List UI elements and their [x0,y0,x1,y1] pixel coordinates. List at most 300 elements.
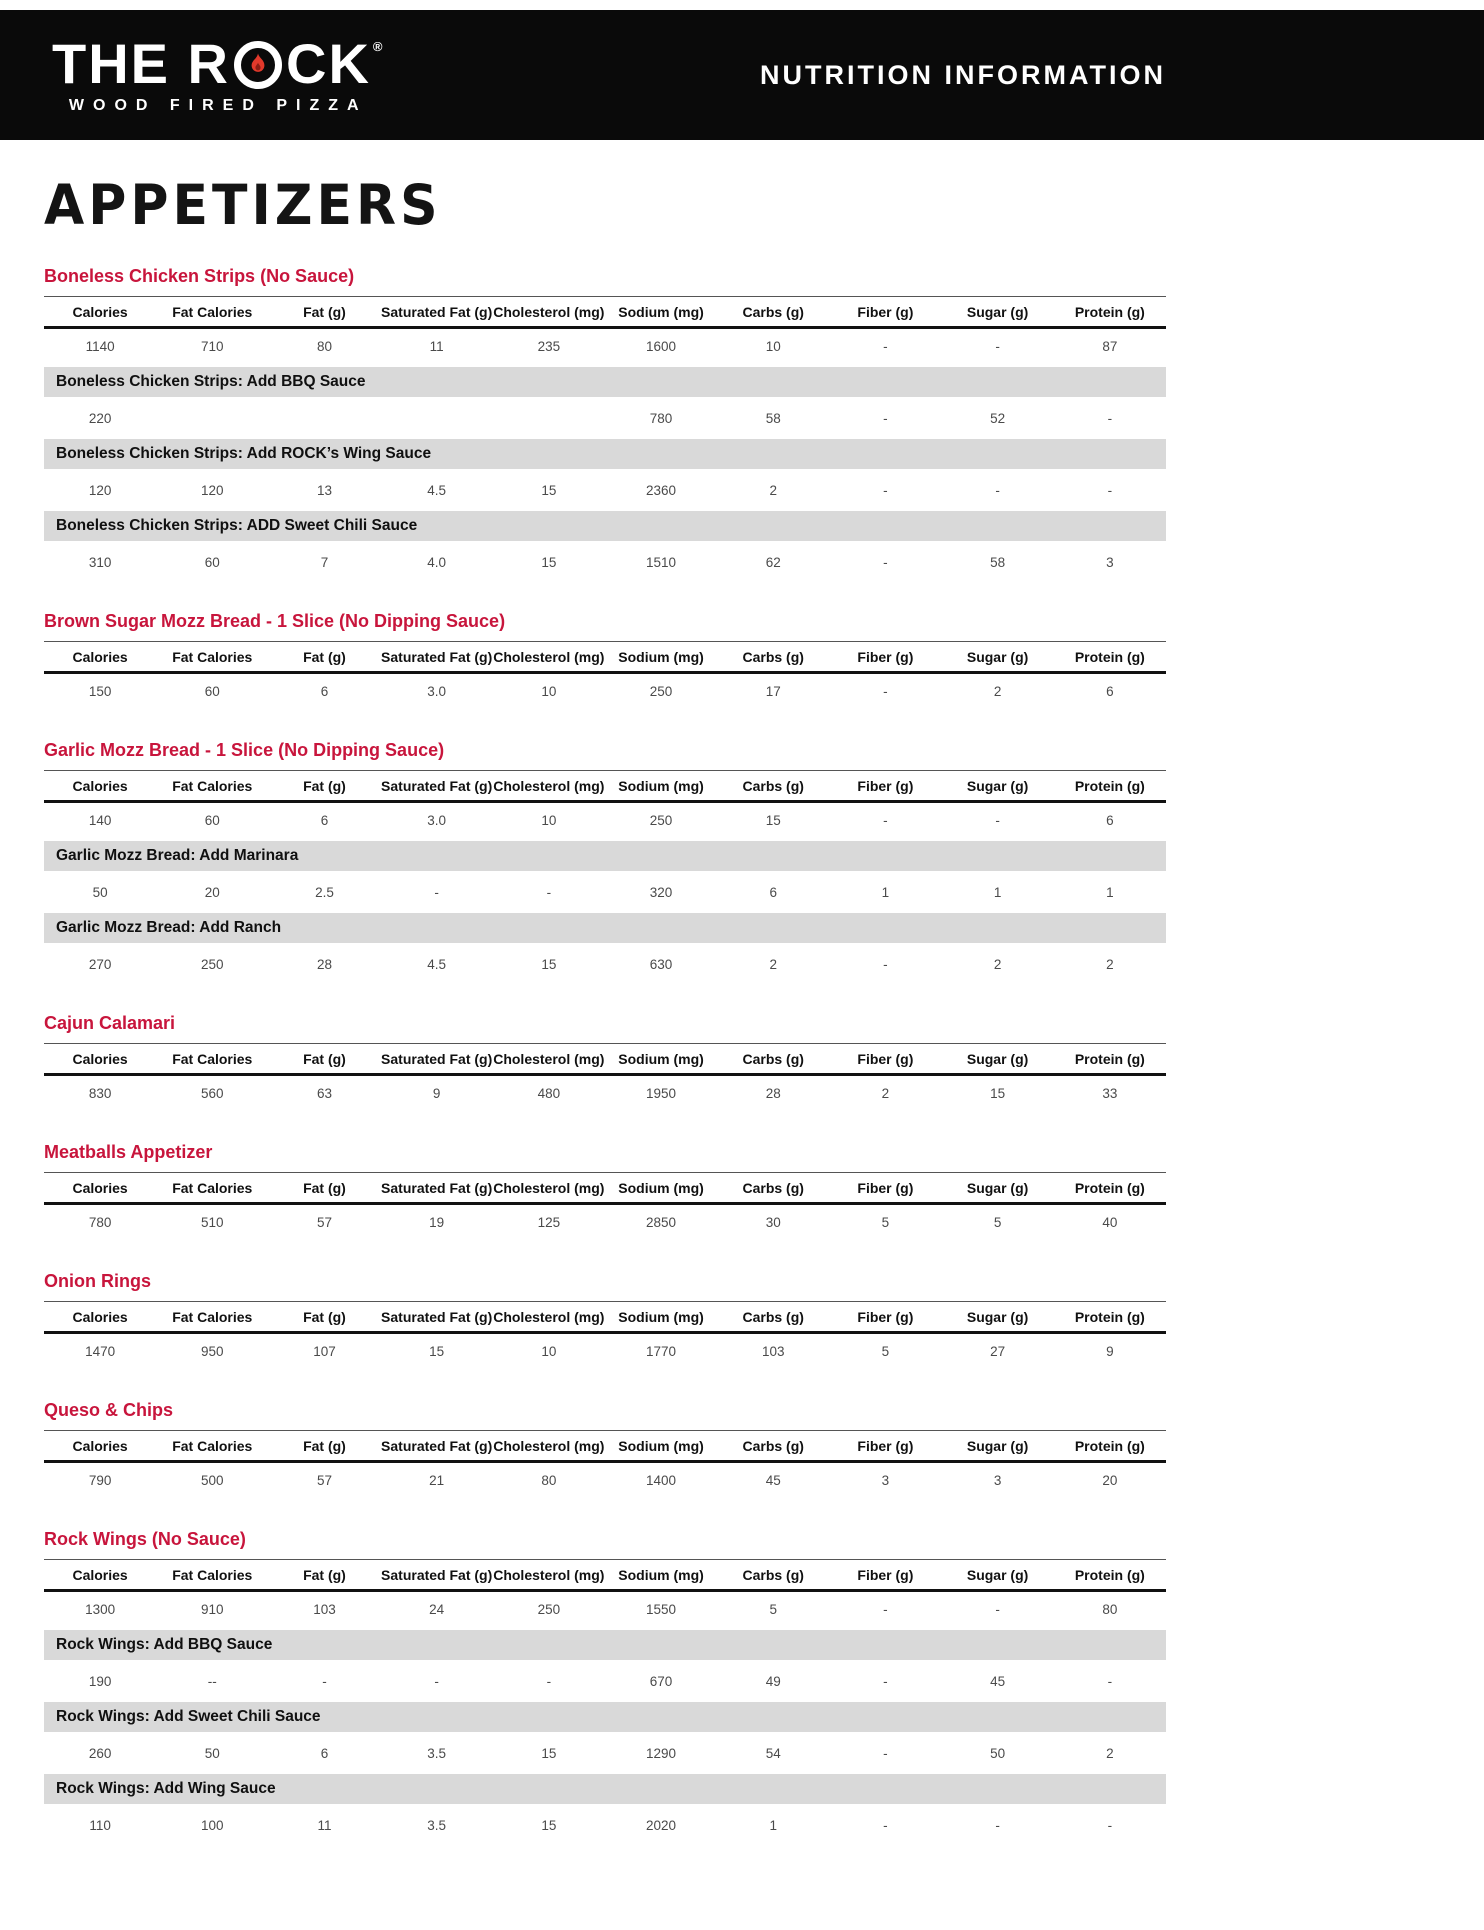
value-cell: 3.0 [427,684,447,699]
value-cell: 260 [88,1746,112,1761]
value-cell: 1510 [646,555,677,570]
column-header: Fat Calories [156,642,268,673]
column-header: Sugar (g) [942,1173,1054,1204]
value-cell: 15 [541,483,557,498]
value-cell: 3.0 [427,813,447,828]
value-cell: 1 [993,885,1002,900]
table-header-row [44,1302,1166,1333]
value-row [44,673,1166,709]
value-cell: 270 [88,957,112,972]
table-header-row [44,297,1166,328]
logo-text-prefix: THE R [52,31,230,95]
value-cell: - [995,339,1000,354]
value-cell: 250 [201,957,224,972]
column-header: Sugar (g) [942,1431,1054,1462]
value-cell: 780 [649,411,673,426]
value-cell: - [434,1674,439,1689]
value-cell: 630 [649,957,673,972]
value-cell: 103 [761,1344,785,1359]
subgroup-header: Rock Wings: Add Sweet Chili Sauce [44,1700,1166,1734]
column-header: Sugar (g) [942,771,1054,802]
column-header: Fat (g) [268,1173,380,1204]
value-cell: 19 [429,1215,445,1230]
value-cell: 6 [320,1746,329,1761]
nutrition-page [0,10,1484,1930]
column-header: Protein (g) [1054,1302,1166,1333]
nutrition-groups [44,266,1166,1842]
value-cell [268,399,380,437]
column-header: Saturated Fat (g) [381,771,493,802]
column-header: Sodium (mg) [605,642,717,673]
value-cell: 830 [88,1086,112,1101]
value-cell: - [1107,411,1113,426]
value-cell: 9 [432,1086,441,1101]
value-cell: 310 [88,555,112,570]
brand-logo-text [52,31,385,95]
column-header: Sodium (mg) [605,1302,717,1333]
value-cell: 58 [990,555,1006,570]
column-header: Saturated Fat (g) [381,1302,493,1333]
value-cell: 780 [88,1215,112,1230]
value-cell: 52 [990,411,1006,426]
value-cell: 1290 [646,1746,677,1761]
value-row [44,1734,1166,1772]
value-cell: 40 [1102,1215,1118,1230]
value-cell: 790 [88,1473,112,1488]
value-cell: - [883,813,888,828]
value-row [44,1075,1166,1111]
value-cell: 510 [201,1215,224,1230]
value-cell: 2 [993,957,1002,972]
value-cell: 560 [201,1086,224,1101]
value-cell: 10 [541,684,557,699]
value-cell: - [883,1602,888,1617]
value-cell: - [995,483,1000,498]
value-cell: 21 [429,1473,445,1488]
subgroup-row [44,1772,1166,1806]
value-cell: 4.5 [427,957,447,972]
value-cell: 3.5 [427,1746,447,1761]
value-cell: - [883,483,888,498]
subgroup-header: Garlic Mozz Bread: Add Marinara [44,839,1166,873]
value-cell: 120 [88,483,112,498]
group-title: Meatballs Appetizer [44,1142,213,1162]
value-cell: 62 [765,555,781,570]
value-cell: 6 [769,885,777,900]
column-header: Sugar (g) [942,297,1054,328]
value-row [44,945,1166,981]
column-header: Sodium (mg) [605,1044,717,1075]
value-cell: 125 [537,1215,561,1230]
subgroup-row [44,1628,1166,1662]
table-body [44,1333,1166,1369]
table-body [44,673,1166,709]
table-header-row [44,1431,1166,1462]
group-title: Queso & Chips [44,1400,174,1420]
value-cell: 15 [541,555,557,570]
value-cell: 11 [429,339,444,354]
value-cell: 235 [537,339,561,354]
nutrition-group [44,611,1166,708]
value-cell [381,399,493,437]
value-cell: 2850 [646,1215,677,1230]
table-header [44,1431,1166,1462]
value-cell: 1400 [646,1473,677,1488]
value-cell: 5 [881,1344,890,1359]
column-header: Fat (g) [268,1302,380,1333]
value-cell: 15 [541,1818,557,1833]
value-cell: 20 [1102,1473,1118,1488]
table-header-row [44,642,1166,673]
table-header [44,771,1166,802]
subgroup-row [44,839,1166,873]
value-cell: 10 [541,813,557,828]
value-cell: 27 [990,1344,1006,1359]
value-cell: 1140 [85,339,115,354]
column-header: Carbs (g) [717,1173,829,1204]
table-header [44,1044,1166,1075]
value-cell: 320 [649,885,673,900]
value-cell: 250 [649,684,673,699]
value-cell: - [1107,1818,1113,1833]
value-cell [493,399,605,437]
column-header: Saturated Fat (g) [381,297,493,328]
group-title: Brown Sugar Mozz Bread - 1 Slice (No Dipping Sauce) [44,611,506,631]
nutrition-table [44,296,1166,579]
column-header: Cholesterol (mg) [493,1560,605,1591]
value-row [44,802,1166,840]
nutrition-table [44,770,1166,981]
value-cell: 2.5 [315,885,334,900]
value-cell: 5 [881,1215,890,1230]
value-cell: 250 [537,1602,561,1617]
subgroup-header: Boneless Chicken Strips: Add ROCK’s Wing Sauce [44,437,1166,471]
value-cell: 15 [765,813,781,828]
subgroup-header: Rock Wings: Add Wing Sauce [44,1772,1166,1806]
value-cell: 6 [1106,684,1114,699]
value-cell: 3 [993,1473,1002,1488]
value-cell: 60 [204,813,220,828]
value-cell: 7 [320,555,329,570]
column-header: Protein (g) [1054,771,1166,802]
column-header: Protein (g) [1054,297,1166,328]
value-cell: 60 [204,684,220,699]
column-header: Fat (g) [268,1044,380,1075]
table-header-row [44,771,1166,802]
value-cell: 2360 [646,483,677,498]
value-cell: - [546,885,552,900]
column-header: Fat (g) [268,771,380,802]
group-title: Rock Wings (No Sauce) [44,1529,246,1549]
column-header: Fat (g) [268,642,380,673]
value-cell: 10 [541,1344,557,1359]
value-cell: - [995,1602,1000,1617]
nutrition-table [44,1301,1166,1368]
value-cell: - [1107,1674,1113,1689]
column-header: Carbs (g) [717,1044,829,1075]
table-body [44,328,1166,580]
nutrition-table [44,641,1166,708]
value-cell: 28 [765,1086,781,1101]
value-cell: 2 [1106,1746,1114,1761]
brand-tagline: WOOD FIRED PIZZA [68,96,368,114]
value-cell: 30 [765,1215,781,1230]
column-header: Sodium (mg) [605,1560,717,1591]
nutrition-information-title: NUTRITION INFORMATION [760,59,1166,90]
value-cell: 190 [88,1674,112,1689]
column-header: Saturated Fat (g) [381,1044,493,1075]
value-cell: 110 [89,1818,111,1833]
value-cell: 45 [765,1473,781,1488]
column-header: Protein (g) [1054,1173,1166,1204]
column-header: Fat Calories [156,1044,268,1075]
group-title: Garlic Mozz Bread - 1 Slice (No Dipping Sauce) [44,740,445,760]
value-cell: 58 [765,411,781,426]
value-cell: 1600 [646,339,677,354]
nutrition-group [44,1271,1166,1368]
column-header: Fat Calories [156,297,268,328]
group-title: Cajun Calamari [44,1013,176,1033]
value-cell: 140 [88,813,112,828]
column-header: Fiber (g) [829,1302,941,1333]
column-header: Fat Calories [156,1560,268,1591]
value-cell: - [434,885,439,900]
value-row [44,1806,1166,1842]
value-cell: 107 [313,1344,336,1359]
value-cell: 1 [881,885,890,900]
column-header: Sodium (mg) [605,771,717,802]
column-header: Fiber (g) [829,1560,941,1591]
value-cell: 24 [429,1602,445,1617]
value-cell: 10 [765,339,781,354]
column-header: Carbs (g) [717,1560,829,1591]
column-header: Fiber (g) [829,1431,941,1462]
value-cell: - [883,684,888,699]
value-cell: 3 [1106,555,1114,570]
value-row [44,873,1166,911]
nutrition-table [44,1559,1166,1842]
value-cell: 6 [320,813,329,828]
nutrition-group [44,266,1166,579]
table-body [44,802,1166,982]
subgroup-header: Boneless Chicken Strips: ADD Sweet Chili Sauce [44,509,1166,543]
value-row [44,543,1166,579]
value-cell: 80 [1102,1602,1118,1617]
table-body [44,1462,1166,1498]
subgroup-row [44,1700,1166,1734]
value-cell: 950 [201,1344,224,1359]
logo-text-suffix: CK [286,31,371,95]
value-cell: - [322,1674,327,1689]
column-header: Cholesterol (mg) [493,1044,605,1075]
value-cell: 6 [320,684,329,699]
value-cell: 670 [649,1674,673,1689]
column-header: Calories [44,1173,156,1204]
value-cell: - [883,555,888,570]
value-cell: 63 [316,1086,332,1101]
value-cell: - [546,1674,552,1689]
column-header: Fat Calories [156,1302,268,1333]
column-header: Carbs (g) [717,297,829,328]
value-cell: 710 [201,339,224,354]
column-header: Fiber (g) [829,297,941,328]
value-cell: 80 [541,1473,557,1488]
flame-o-icon [234,41,282,89]
value-cell: 1950 [646,1086,677,1101]
nutrition-group [44,740,1166,981]
value-cell: 50 [92,885,108,900]
column-header: Sodium (mg) [605,297,717,328]
nutrition-group [44,1529,1166,1842]
content-area [0,174,1484,1842]
subgroup-row [44,911,1166,945]
subgroup-header: Rock Wings: Add BBQ Sauce [44,1628,1166,1662]
value-cell: 910 [201,1602,224,1617]
column-header: Carbs (g) [717,771,829,802]
subgroup-row [44,365,1166,399]
column-header: Cholesterol (mg) [493,297,605,328]
value-row [44,1462,1166,1498]
column-header: Fiber (g) [829,1044,941,1075]
column-header: Cholesterol (mg) [493,1173,605,1204]
value-cell: 28 [316,957,332,972]
column-header: Fat (g) [268,1560,380,1591]
value-cell: 50 [990,1746,1006,1761]
value-cell: 57 [316,1473,332,1488]
column-header: Calories [44,1302,156,1333]
value-cell: - [883,1818,888,1833]
value-cell: - [995,1818,1000,1833]
value-row [44,1333,1166,1369]
column-header: Fiber (g) [829,1173,941,1204]
table-header [44,1173,1166,1204]
value-cell: 45 [990,1674,1006,1689]
value-cell: 11 [317,1818,332,1833]
column-header: Carbs (g) [717,1431,829,1462]
value-cell: 87 [1102,339,1118,354]
value-cell: 5 [993,1215,1002,1230]
column-header: Protein (g) [1054,1431,1166,1462]
value-cell: - [883,411,888,426]
table-header [44,1560,1166,1591]
value-cell: 50 [204,1746,220,1761]
column-header: Cholesterol (mg) [493,1431,605,1462]
value-cell [156,399,268,437]
value-cell: 5 [769,1602,777,1617]
value-cell: 80 [316,339,332,354]
value-cell: 57 [316,1215,332,1230]
value-cell: 1 [1106,885,1114,900]
column-header: Calories [44,1560,156,1591]
value-row [44,399,1166,437]
column-header: Protein (g) [1054,1044,1166,1075]
column-header: Fat (g) [268,1431,380,1462]
value-cell: 4.0 [427,555,447,570]
value-cell: 1300 [85,1602,116,1617]
column-header: Calories [44,297,156,328]
value-cell: 4.5 [427,483,447,498]
value-cell: 13 [316,483,332,498]
value-cell: - [883,957,888,972]
value-cell: 250 [649,813,673,828]
value-cell: 54 [765,1746,781,1761]
value-cell: 49 [765,1674,781,1689]
column-header: Carbs (g) [717,1302,829,1333]
column-header: Saturated Fat (g) [381,1431,493,1462]
value-row [44,328,1166,366]
table-body [44,1591,1166,1843]
column-header: Fat Calories [156,1431,268,1462]
value-cell: - [883,1674,888,1689]
column-header: Fat Calories [156,1173,268,1204]
value-row [44,1204,1166,1240]
value-cell: 1770 [646,1344,677,1359]
nutrition-table [44,1430,1166,1497]
table-header-row [44,1044,1166,1075]
value-cell: 150 [88,684,112,699]
value-cell: 20 [204,885,220,900]
column-header: Sodium (mg) [605,1431,717,1462]
subgroup-row [44,437,1166,471]
value-cell: 1550 [646,1602,677,1617]
value-cell: 3 [881,1473,890,1488]
value-cell: 2 [881,1086,890,1101]
table-header [44,1302,1166,1333]
value-cell: 1 [769,1818,777,1833]
value-cell: 103 [313,1602,336,1617]
value-cell: 9 [1106,1344,1114,1359]
value-cell: 1470 [85,1344,116,1359]
table-header-row [44,1560,1166,1591]
column-header: Calories [44,1044,156,1075]
value-cell: 100 [201,1818,224,1833]
brand-logo [52,31,385,115]
value-cell: - [883,1746,888,1761]
column-header: Sugar (g) [942,1560,1054,1591]
table-header [44,297,1166,328]
column-header: Carbs (g) [717,642,829,673]
value-row [44,1591,1166,1629]
value-cell: 15 [541,1746,557,1761]
nutrition-table [44,1172,1166,1239]
subgroup-header: Garlic Mozz Bread: Add Ranch [44,911,1166,945]
value-cell: - [995,813,1000,828]
column-header: Cholesterol (mg) [493,771,605,802]
value-cell: 15 [541,957,557,972]
column-header: Sugar (g) [942,1044,1054,1075]
column-header: Calories [44,642,156,673]
value-cell: 2 [993,684,1002,699]
column-header: Fiber (g) [829,771,941,802]
value-row [44,1662,1166,1700]
value-cell: 3.5 [427,1818,447,1833]
value-cell: 2 [1106,957,1114,972]
column-header: Cholesterol (mg) [493,1302,605,1333]
value-cell: 2 [769,483,777,498]
nutrition-group [44,1013,1166,1110]
header-bar [0,10,1484,140]
value-cell: 17 [765,684,781,699]
value-cell: 15 [990,1086,1006,1101]
value-cell: 220 [88,411,112,426]
value-cell: 120 [201,483,224,498]
value-cell: 480 [537,1086,561,1101]
value-row [44,471,1166,509]
group-title: Onion Rings [44,1271,151,1291]
column-header: Protein (g) [1054,642,1166,673]
value-cell: 6 [1106,813,1114,828]
column-header: Cholesterol (mg) [493,642,605,673]
